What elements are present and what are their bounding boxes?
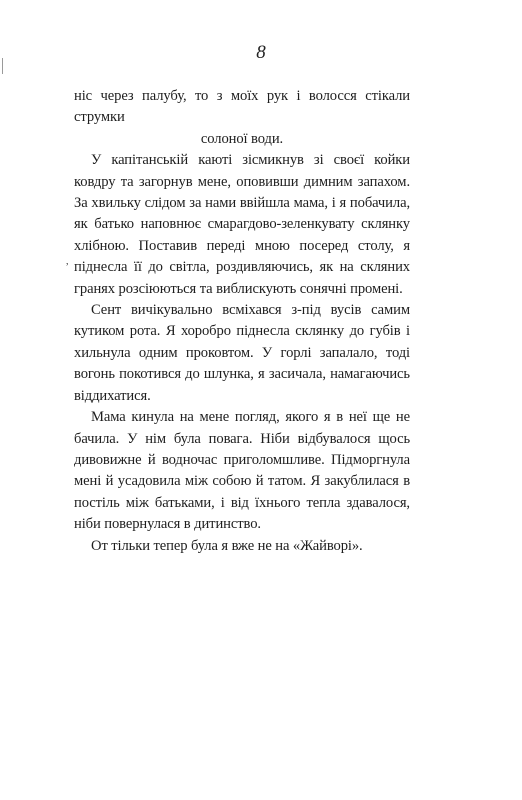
page-number: 8 (256, 42, 266, 63)
paragraph-4: Мама кинула на мене погляд, якого я в неї ще не бачила. У нім була повага. Ніби відбувалося щось дивовижне й водночас приголомшливе. Підморгнула мені й усадовила між собою й татом. Я закублилася в постіль між батьками, і від їхнього тепла здавалося, ніби повернулася в дитинство. (74, 409, 410, 533)
scan-speck: , (66, 256, 69, 267)
paragraph-1 (74, 86, 410, 150)
body-text (74, 86, 410, 557)
paragraph-5: От тільки тепер була я вже не на «Жайворі». (91, 537, 363, 554)
paragraph-1-line-2: солоної води. (200, 130, 284, 147)
paragraph-3: Сент вичікувально всміхався з-під вусів самим кутиком рота. Я хоробро піднесла склянку до губів і хильнула одним проковтом. У горлі запалало, тоді вогонь покотився до шлунка, я засичала, намагаючись віддихатися. (74, 302, 410, 404)
paragraph-1-line-1: ніс через палубу, то з моїх рук і волосся стікали струмки (74, 88, 410, 126)
paragraph-2: У капітанській каюті зісмикнув зі своєї койки ковдру та загорнув мене, оповивши димним запахом. За хвильку слідом за нами ввійшла мама, і я побачила, як батько наповнює смарагдово-зеленкувату склянку хлібною. Поставив переді мною посеред столу, я піднесла її до світла, роздивляючись, як на скляних гранях розсіюються та виблискують сонячні промені. (74, 152, 410, 297)
